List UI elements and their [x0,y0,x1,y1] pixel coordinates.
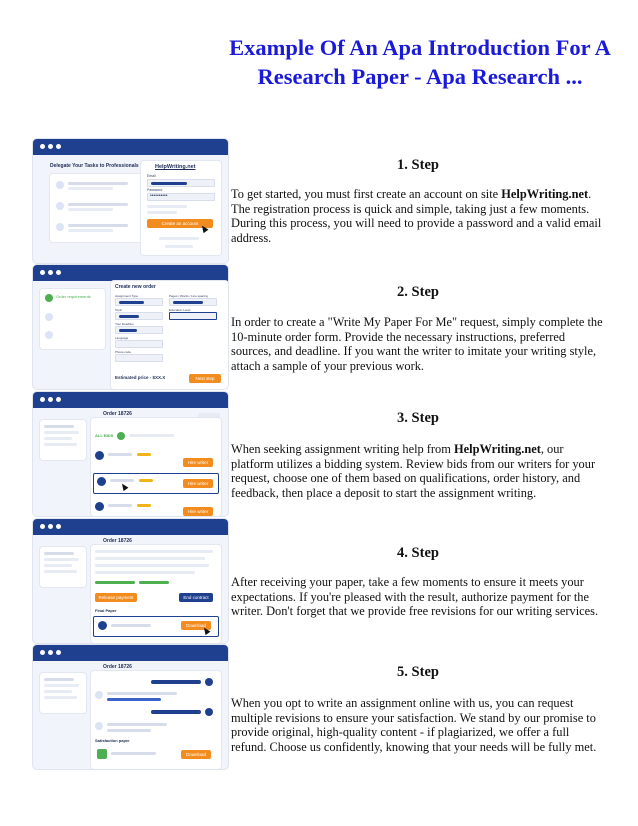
revisions-screenshot [33,645,228,769]
signup-form: HelpWriting.net Email Password •••••••••• Create an account [141,161,221,255]
order-form: Create new order Assignment Type Pages / Words / Line spacing Topic Education Level Your Deadline Language Phone code Estimated price - $XX.X Next step [111,281,228,389]
step-2-text: In order to create a "Write My Paper For Me" request, simply complete the 10-minute order form. Provide the necessary instructions, preferred sources, and deadline. If you want the writer to imitate your writing style, attach a sample of your previous work. [231,315,603,373]
screen-heading: Order 18726 [103,664,132,670]
step-2-heading: 2. Step [397,284,439,300]
brand-link: HelpWriting.net [453,442,541,456]
step-5-text: When you opt to write an assignment online with us, you can request multiple revisions to ensure your satisfaction. We stand by our promise to provide original, high-quality content - if plagiarized, we offer a full refund. Choose us confidently, knowing that your needs will be fully met. [231,696,597,754]
step-5-heading: 5. Step [397,664,439,680]
payment-screenshot [33,519,228,643]
registration-screenshot [33,139,228,263]
hire-writer-button-3[interactable]: Hire writer [183,507,213,516]
estimated-price: Estimated price - $XX.X [115,375,166,380]
screen-heading: Order 18726 [103,538,132,544]
download-button[interactable]: Download [181,750,211,759]
password-field[interactable]: •••••••••• [147,193,215,201]
bids-screenshot [33,392,228,516]
step-1-text: To get started, you must first create an account on site HelpWriting.net. The registration process is quick and simple, taking just a few moments. During this process, you will need to provide a password and a valid email address. [231,187,602,245]
window-titlebar [33,645,228,661]
screen-heading: Delegate Your Tasks to Professionals [50,163,139,169]
page-title: Example Of An Apa Introduction For A Research Paper - Apa Research ... [229,35,611,89]
create-account-button[interactable]: Create an account [147,219,213,228]
next-step-button[interactable]: Next step [189,374,221,383]
feature-panel [50,174,154,242]
step-3-heading: 3. Step [397,410,439,426]
order-sidebar: Order requirements [40,289,105,349]
hire-writer-button-1[interactable]: Hire writer [183,458,213,467]
delivery-panel: Release payment End contract Final Paper Download [91,545,221,643]
screen-heading: Create new order [115,284,156,290]
step-4-heading: 4. Step [397,545,439,561]
release-payment-button[interactable]: Release payment [95,593,137,602]
step-4-text: After receiving your paper, take a few moments to ensure it meets your expectations. If you're pleased with the result, authorize payment for the writer. Don't forget that we provide free revisions for our writing services. [231,575,599,619]
file-icon [97,749,107,759]
download-button[interactable]: Download [181,621,211,630]
screen-heading: Order 18726 [103,411,132,417]
window-titlebar [33,392,228,408]
brand-link: HelpWriting.net [501,187,589,201]
window-titlebar [33,265,228,281]
email-field[interactable] [147,179,215,187]
order-details-panel [40,420,86,460]
window-titlebar [33,519,228,535]
end-contract-button[interactable]: End contract [179,593,213,602]
order-details-panel [40,673,86,713]
all-bids-tab[interactable]: ALL BIDS [95,433,114,438]
brand-name: HelpWriting.net [155,164,196,170]
step-3-text: When seeking assignment writing help from HelpWriting.net, our platform utilizes a bidding system. Review bids from our writers for your request, choose one of them based on qualifications, order history, and feedback, then place a deposit to start the assignment writing. [231,442,596,500]
order-details-panel [40,547,86,587]
chat-panel: Satisfaction paper Download [91,671,221,769]
hire-writer-button-2[interactable]: Hire writer [183,479,213,488]
step-1-heading: 1. Step [397,157,439,173]
window-titlebar [33,139,228,155]
bids-panel [91,418,221,516]
order-form-screenshot [33,265,228,389]
